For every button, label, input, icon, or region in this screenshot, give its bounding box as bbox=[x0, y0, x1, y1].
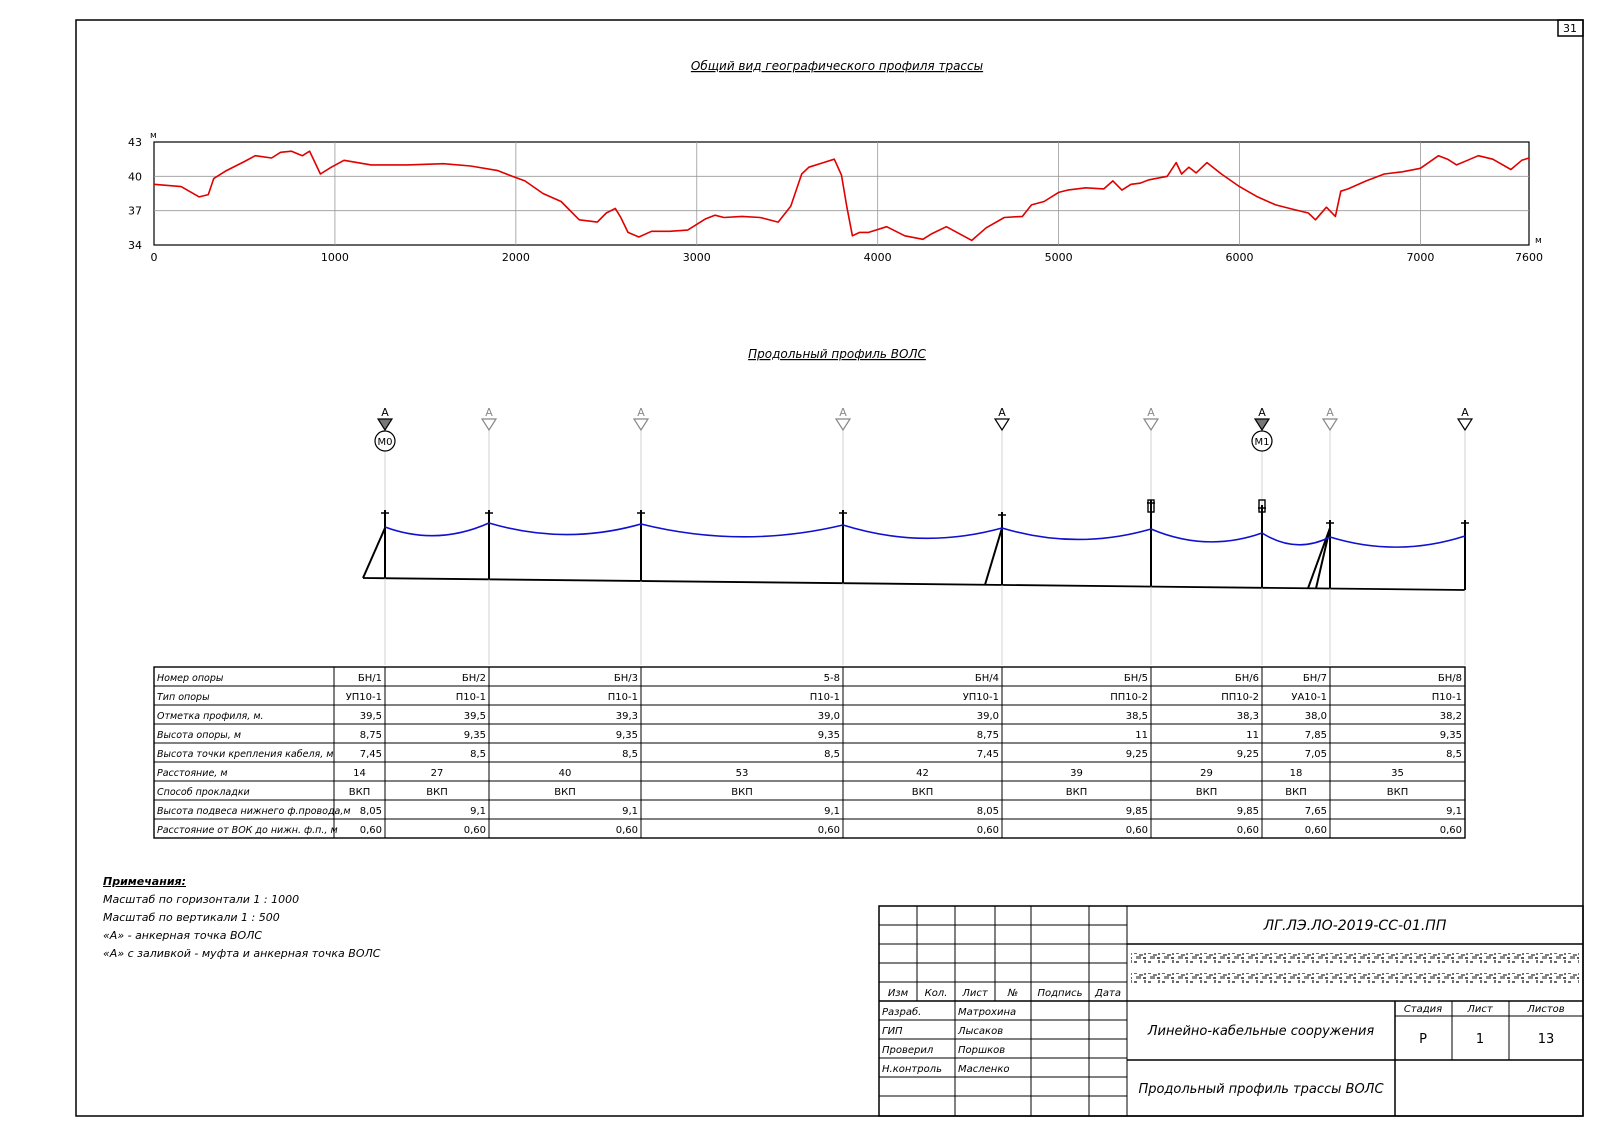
table-cell: 0,60 bbox=[1236, 825, 1259, 836]
ground-line bbox=[363, 578, 1465, 590]
anchor-marker-label: A bbox=[1326, 406, 1334, 419]
table-cell: ВКП bbox=[1065, 787, 1088, 798]
anchor-marker-icon bbox=[1458, 419, 1472, 430]
y-tick-label: 43 bbox=[128, 136, 142, 149]
table-cell: 35 bbox=[1391, 768, 1404, 779]
table-cell: 27 bbox=[430, 768, 444, 779]
x-tick-label: 3000 bbox=[682, 251, 711, 264]
cable-span bbox=[489, 523, 641, 535]
anchor-marker-label: A bbox=[1461, 406, 1469, 419]
table-cell: 39,0 bbox=[817, 711, 840, 722]
table-cell: БН/4 bbox=[974, 673, 999, 684]
notes-heading: Примечания: bbox=[103, 875, 186, 888]
drawing-code: ЛГ.ЛЭ.ЛО-2019-СС-01.ПП bbox=[1263, 918, 1447, 934]
table-cell: 7,45 bbox=[359, 749, 382, 760]
signature-role: Проверил bbox=[882, 1045, 934, 1056]
anchor-marker-label: A bbox=[1147, 406, 1155, 419]
illegible-text-block bbox=[1131, 953, 1579, 983]
anchor-marker-icon bbox=[995, 419, 1009, 430]
anchor-marker-icon bbox=[1323, 419, 1337, 430]
x-tick-label: 6000 bbox=[1225, 251, 1254, 264]
table-cell: ВКП bbox=[911, 787, 934, 798]
table-cell: ВКП bbox=[1386, 787, 1409, 798]
anchor-marker-icon bbox=[378, 419, 392, 430]
table-row-header: Номер опоры bbox=[157, 673, 224, 684]
signature-name: Поршков bbox=[958, 1045, 1006, 1056]
coupling-label: М0 bbox=[377, 437, 393, 448]
table-cell: 9,25 bbox=[1236, 749, 1259, 760]
title-block-column-header: Кол. bbox=[924, 988, 948, 999]
anchor-marker-icon bbox=[836, 419, 850, 430]
table-cell: 8,5 bbox=[470, 749, 486, 760]
sheet-label: Лист bbox=[1467, 1004, 1493, 1015]
table-cell: БН/5 bbox=[1123, 673, 1148, 684]
x-tick-label: 7000 bbox=[1406, 251, 1435, 264]
title-block-column-header: Подпись bbox=[1037, 988, 1083, 999]
sheet-number: 31 bbox=[1563, 22, 1577, 35]
table-row-header: Отметка профиля, м. bbox=[157, 711, 264, 722]
table-cell: БН/3 bbox=[613, 673, 638, 684]
table-cell: 9,35 bbox=[615, 730, 638, 741]
note-line: Масштаб по вертикали 1 : 500 bbox=[103, 911, 280, 924]
table-cell: 9,85 bbox=[1125, 806, 1148, 817]
table-cell: 0,60 bbox=[817, 825, 840, 836]
table-cell: 39,5 bbox=[359, 711, 382, 722]
cable-span bbox=[641, 524, 843, 537]
table-cell: 9,25 bbox=[1125, 749, 1148, 760]
table-cell: ВКП bbox=[731, 787, 753, 798]
table-cell: БН/7 bbox=[1302, 673, 1327, 684]
signature-name: Масленко bbox=[958, 1064, 1010, 1075]
table-cell: 39 bbox=[1070, 768, 1083, 779]
table-cell: 40 bbox=[558, 768, 572, 779]
title-block-column-header: № bbox=[1007, 988, 1019, 999]
table-cell: 29 bbox=[1200, 768, 1213, 779]
table-cell: 8,75 bbox=[359, 730, 382, 741]
table-cell: 8,5 bbox=[622, 749, 638, 760]
table-cell: П10-1 bbox=[809, 692, 840, 703]
cable-span bbox=[1002, 528, 1151, 539]
table-cell: 0,60 bbox=[1439, 825, 1462, 836]
table-cell: 0,60 bbox=[976, 825, 999, 836]
table-cell: ВКП bbox=[1285, 787, 1307, 798]
table-cell: 0,60 bbox=[1304, 825, 1327, 836]
table-cell: БН/1 bbox=[357, 673, 382, 684]
x-tick-label: 2000 bbox=[501, 251, 530, 264]
table-cell: 7,85 bbox=[1304, 730, 1327, 741]
table-cell: УП10-1 bbox=[345, 692, 382, 703]
anchor-marker-icon bbox=[482, 419, 496, 430]
anchor-marker-icon bbox=[634, 419, 648, 430]
elevation-series-line bbox=[154, 151, 1529, 240]
table-cell: 39,3 bbox=[615, 711, 638, 722]
table-cell: ВКП bbox=[426, 787, 448, 798]
y-tick-label: 40 bbox=[128, 170, 142, 184]
x-tick-label: 4000 bbox=[863, 251, 892, 264]
section-name: Линейно-кабельные сооружения bbox=[1147, 1024, 1375, 1039]
x-tick-label: 0 bbox=[150, 251, 158, 264]
table-cell: БН/6 bbox=[1234, 673, 1259, 684]
line-profile-diagram bbox=[363, 406, 1472, 665]
table-cell: П10-1 bbox=[455, 692, 486, 703]
anchor-marker-label: A bbox=[839, 406, 847, 419]
geo-profile-chart bbox=[128, 131, 1543, 264]
anchor-marker-label: A bbox=[637, 406, 645, 419]
drawing-name: Продольный профиль трассы ВОЛС bbox=[1138, 1082, 1384, 1097]
x-tick-label: 5000 bbox=[1044, 251, 1073, 264]
geo-profile-title: Общий вид географического профиля трассы bbox=[690, 59, 984, 73]
table-cell: 9,85 bbox=[1236, 806, 1259, 817]
cable-span bbox=[843, 525, 1002, 538]
table-cell: БН/2 bbox=[461, 673, 486, 684]
signature-role: Разраб. bbox=[882, 1007, 922, 1018]
table-cell: ВКП bbox=[348, 787, 371, 798]
y-unit-label: м bbox=[150, 131, 157, 141]
table-row-header: Высота точки крепления кабеля, м bbox=[157, 749, 334, 760]
table-cell: ВКП bbox=[1195, 787, 1218, 798]
table-cell: 38,3 bbox=[1236, 711, 1259, 722]
table-cell: 9,35 bbox=[463, 730, 486, 741]
table-cell: 53 bbox=[735, 768, 749, 779]
x-tick-label: 1000 bbox=[320, 251, 349, 264]
table-cell: ПП10-2 bbox=[1221, 692, 1259, 703]
pole-strut bbox=[363, 528, 385, 578]
table-cell: 18 bbox=[1289, 768, 1303, 779]
table-cell: П10-1 bbox=[1431, 692, 1462, 703]
line-profile-title: Продольный профиль ВОЛС bbox=[748, 347, 926, 361]
title-block bbox=[879, 906, 1583, 1116]
title-block-column-header: Лист bbox=[962, 988, 988, 999]
note-line: «А» - анкерная точка ВОЛС bbox=[103, 929, 263, 942]
table-cell: 11 bbox=[1135, 730, 1148, 741]
table-row-header: Расстояние от ВОК до нижн. ф.п., м bbox=[157, 825, 338, 836]
signature-role: Н.контроль bbox=[882, 1064, 942, 1075]
table-row-header: Высота опоры, м bbox=[157, 730, 242, 741]
table-cell: П10-1 bbox=[607, 692, 638, 703]
table-cell: 8,5 bbox=[824, 749, 840, 760]
table-cell: 9,1 bbox=[622, 806, 638, 817]
y-tick-label: 34 bbox=[128, 239, 142, 252]
signature-role: ГИП bbox=[882, 1026, 903, 1037]
title-block-column-header: Дата bbox=[1095, 988, 1121, 999]
table-cell: 7,05 bbox=[1304, 749, 1327, 760]
cable-span bbox=[1330, 536, 1465, 547]
table-cell: 5-8 bbox=[823, 673, 840, 684]
table-cell: УА10-1 bbox=[1291, 692, 1327, 703]
title-block-signatures bbox=[882, 1006, 1016, 1075]
table-cell: 38,0 bbox=[1304, 711, 1327, 722]
table-cell: ВКП bbox=[554, 787, 576, 798]
sheet-value: 1 bbox=[1475, 1032, 1485, 1047]
x-unit-label: м bbox=[1535, 236, 1542, 246]
table-cell: 0,60 bbox=[1125, 825, 1148, 836]
table-cell: 8,5 bbox=[1446, 749, 1462, 760]
table-cell: 14 bbox=[353, 768, 366, 779]
y-tick-label: 37 bbox=[128, 204, 142, 218]
table-cell: 9,35 bbox=[1439, 730, 1462, 741]
cable-span bbox=[385, 523, 489, 536]
table-cell: 0,60 bbox=[359, 825, 382, 836]
title-block-column-header: Изм bbox=[887, 988, 909, 999]
sheets-label: Листов bbox=[1527, 1004, 1565, 1015]
title-block-column-headers bbox=[888, 988, 1121, 999]
coupling-label: М1 bbox=[1254, 437, 1270, 448]
table-cell: 0,60 bbox=[463, 825, 486, 836]
anchor-marker-icon bbox=[1144, 419, 1158, 430]
cable-span bbox=[1262, 533, 1330, 545]
table-row-header: Способ прокладки bbox=[157, 787, 250, 798]
anchor-marker-icon bbox=[1255, 419, 1269, 430]
stage-label: Стадия bbox=[1403, 1004, 1443, 1015]
table-row-header: Высота подвеса нижнего ф.провода,м bbox=[157, 806, 351, 817]
signature-name: Лысаков bbox=[958, 1026, 1004, 1037]
anchor-marker-label: A bbox=[381, 406, 389, 419]
note-line: «А» с заливкой - муфта и анкерная точка ВОЛС bbox=[103, 947, 381, 960]
table-cell: 9,1 bbox=[1446, 806, 1462, 817]
table-cell: 8,75 bbox=[976, 730, 999, 741]
table-cell: 8,05 bbox=[359, 806, 382, 817]
table-cell: 7,45 bbox=[976, 749, 999, 760]
note-line: Масштаб по горизонтали 1 : 1000 bbox=[103, 893, 300, 906]
pole-strut bbox=[985, 528, 1002, 585]
table-row-header: Тип опоры bbox=[157, 692, 210, 703]
stage-value: Р bbox=[1419, 1032, 1427, 1047]
table-cell: 38,5 bbox=[1125, 711, 1148, 722]
table-cell: 0,60 bbox=[615, 825, 638, 836]
notes bbox=[103, 873, 380, 963]
table-cell: 38,2 bbox=[1439, 711, 1462, 722]
anchor-marker-label: A bbox=[1258, 406, 1266, 419]
table-cell: 42 bbox=[916, 768, 929, 779]
table-cell: БН/8 bbox=[1437, 673, 1462, 684]
sheets-value: 13 bbox=[1537, 1032, 1555, 1047]
table-cell: 7,65 bbox=[1304, 806, 1327, 817]
x-tick-label: 7600 bbox=[1515, 251, 1543, 264]
table-cell: 11 bbox=[1246, 730, 1259, 741]
cable-span bbox=[1151, 529, 1262, 542]
table-cell: ПП10-2 bbox=[1110, 692, 1148, 703]
signature-name: Матрохина bbox=[958, 1007, 1017, 1018]
chart-plot-area bbox=[154, 142, 1529, 245]
table-cell: УП10-1 bbox=[962, 692, 999, 703]
table-cell: 9,35 bbox=[817, 730, 840, 741]
anchor-marker-label: A bbox=[485, 406, 493, 419]
table-cell: 9,1 bbox=[470, 806, 486, 817]
table-cell: 39,0 bbox=[976, 711, 999, 722]
table-cell: 9,1 bbox=[824, 806, 840, 817]
table-cell: 8,05 bbox=[976, 806, 999, 817]
table-cell: 39,5 bbox=[463, 711, 486, 722]
pole-data-table bbox=[154, 667, 1465, 838]
table-row-header: Расстояние, м bbox=[157, 768, 228, 779]
anchor-marker-label: A bbox=[998, 406, 1006, 419]
